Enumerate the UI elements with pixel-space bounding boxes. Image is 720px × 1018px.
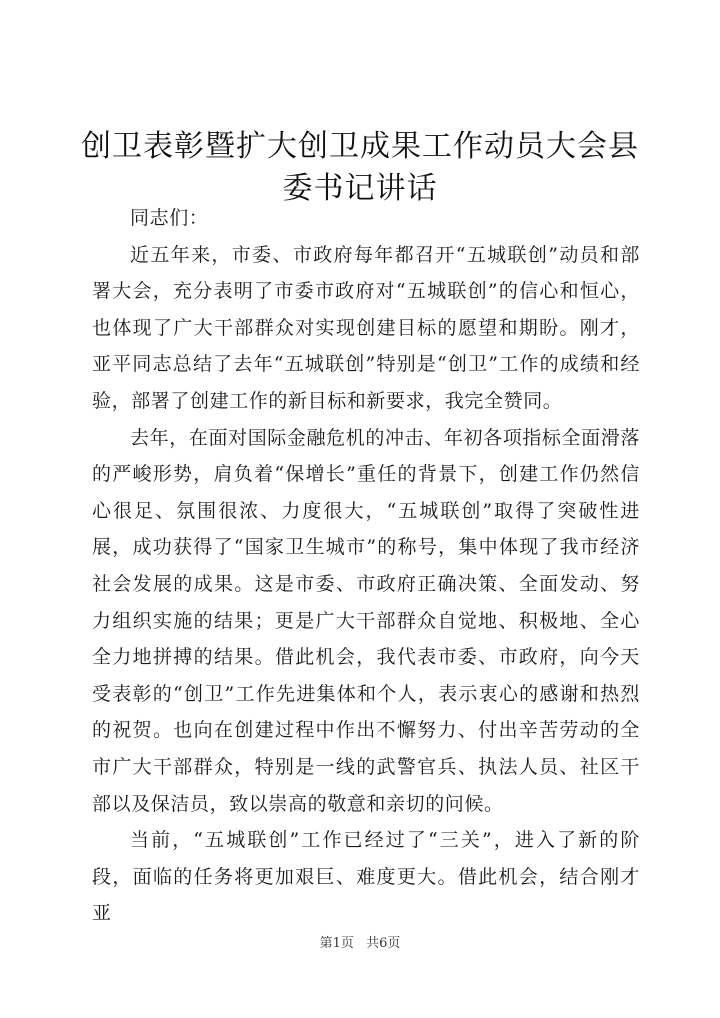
body-paragraph: 近五年来，市委、市政府每年都召开“五城联创”动员和部署大会，充分表明了市委市政府对“五城联创”的信心和恒心，也体现了广大干部群众对实现创建目标的愿望和期盼。刚才，亚平同志总结了去年“五城联创”特别是“创卫”工作的成绩和经验，部署了创建工作的新目标和新要求，我完全赞同。	[92, 243, 640, 412]
page-total: 共6页	[366, 936, 401, 951]
page-footer	[0, 935, 720, 953]
page-number: 第1页	[319, 936, 354, 951]
body-paragraph: 当前，“五城联创”工作已经过了“三关”，进入了新的阶段，面临的任务将更加艰巨、难度更大。借此机会，结合刚才亚	[92, 829, 640, 925]
body-paragraph: 去年，在面对国际金融危机的冲击、年初各项指标全面滑落的严峻形势，肩负着“保增长”重任的背景下，创建工作仍然信心很足、氛围很浓、力度很大，“五城联创”取得了突破性进展，成功获得了“国家卫生城市”的称号，集中体现了我市经济社会发展的成果。这是市委、市政府正确决策、全面发动、努力组织实施的结果；更是广大干部群众自觉地、积极地、全心全力地拼搏的结果。借此机会，我代表市委、市政府，向今天受表彰的“创卫”工作先进集体和个人，表示衷心的感谢和热烈的祝贺。也向在创建过程中作出不懈努力、付出辛苦劳动的全市广大干部群众，特别是一线的武警官兵、执法人员、社区干部以及保洁员，致以崇高的敬意和亲切的问候。	[92, 426, 640, 815]
document-body	[92, 200, 640, 932]
document-title: 创卫表彰暨扩大创卫成果工作动员大会县委书记讲话	[81, 129, 639, 206]
salutation-paragraph: 同志们：	[130, 207, 209, 229]
